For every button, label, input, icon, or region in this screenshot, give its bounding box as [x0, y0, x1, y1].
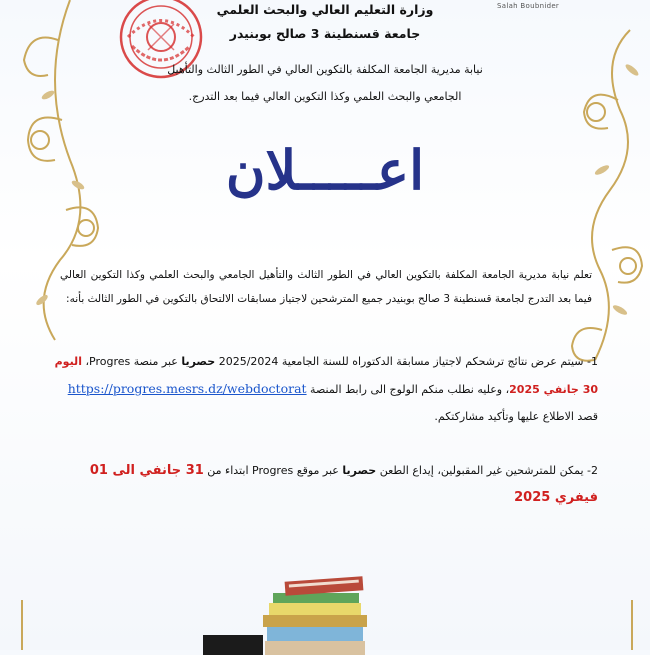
department-line-1: نيابة مديرية الجامعة المكلفة بالتكوين العالي في الطور الثالث والتأهيل — [167, 63, 483, 76]
notice-item-2 — [54, 457, 598, 511]
university-name: جامعة قسنطينة 3 صالح بوبنيدر — [229, 26, 421, 41]
announcement-title: اعـــــلان — [225, 138, 425, 202]
ministry-name: وزارة التعليم العالي والبحث العلمي — [216, 2, 434, 17]
webdoctorat-link[interactable]: https://progres.mesrs.dz/webdoctorat — [67, 381, 307, 396]
item1-text-a: 1- سيتم عرض نتائج ترشحكم لاجتياز مسابقة الدكتوراه للسنة الجامعية 2025/2024 — [215, 355, 598, 368]
item1-text-d: قصد الاطلاع عليها وتأكيد مشاركتكم. — [434, 410, 598, 423]
item2-exclusive: حصريا — [342, 464, 377, 477]
intro-paragraph: تعلم نيابة مديرية الجامعة المكلفة بالتكوين العالي في الطور الثالث والتأهيل الجامعي والبحث العلمي وكذا التكوين العالي فيما بعد التدرج لجامعة قسنطينة 3 صالح بوبنيدر جميع المترشحين لاجتياز مسابقات الالتحاق بالتكوين في الطور الثالث بأنه: — [60, 269, 592, 305]
item2-text-a: 2- يمكن للمترشحين غير المقبولين، إيداع الطعن — [376, 464, 598, 477]
item2-dates: 31 جانفي الى 01 فيفري 2025 — [89, 463, 598, 505]
item2-text-b: عبر موقع Progres ابتداء من — [203, 464, 343, 477]
item1-text-c: ، وعليه نطلب منكم الولوج الى رابط المنصة — [306, 383, 510, 396]
item1-text-b: عبر منصة Progres، — [81, 355, 182, 368]
department-line-2: الجامعي والبحث العلمي وكذا التكوين العالي فيما بعد التدرج. — [188, 90, 462, 103]
university-logo-caption: Salah Boubnider — [497, 2, 560, 10]
notice-item-1 — [54, 348, 598, 430]
item1-exclusive: حصريا — [181, 355, 216, 368]
book-stack-illustration — [195, 575, 425, 655]
item1-date: اليوم 30 جانفي 2025 — [54, 355, 598, 396]
